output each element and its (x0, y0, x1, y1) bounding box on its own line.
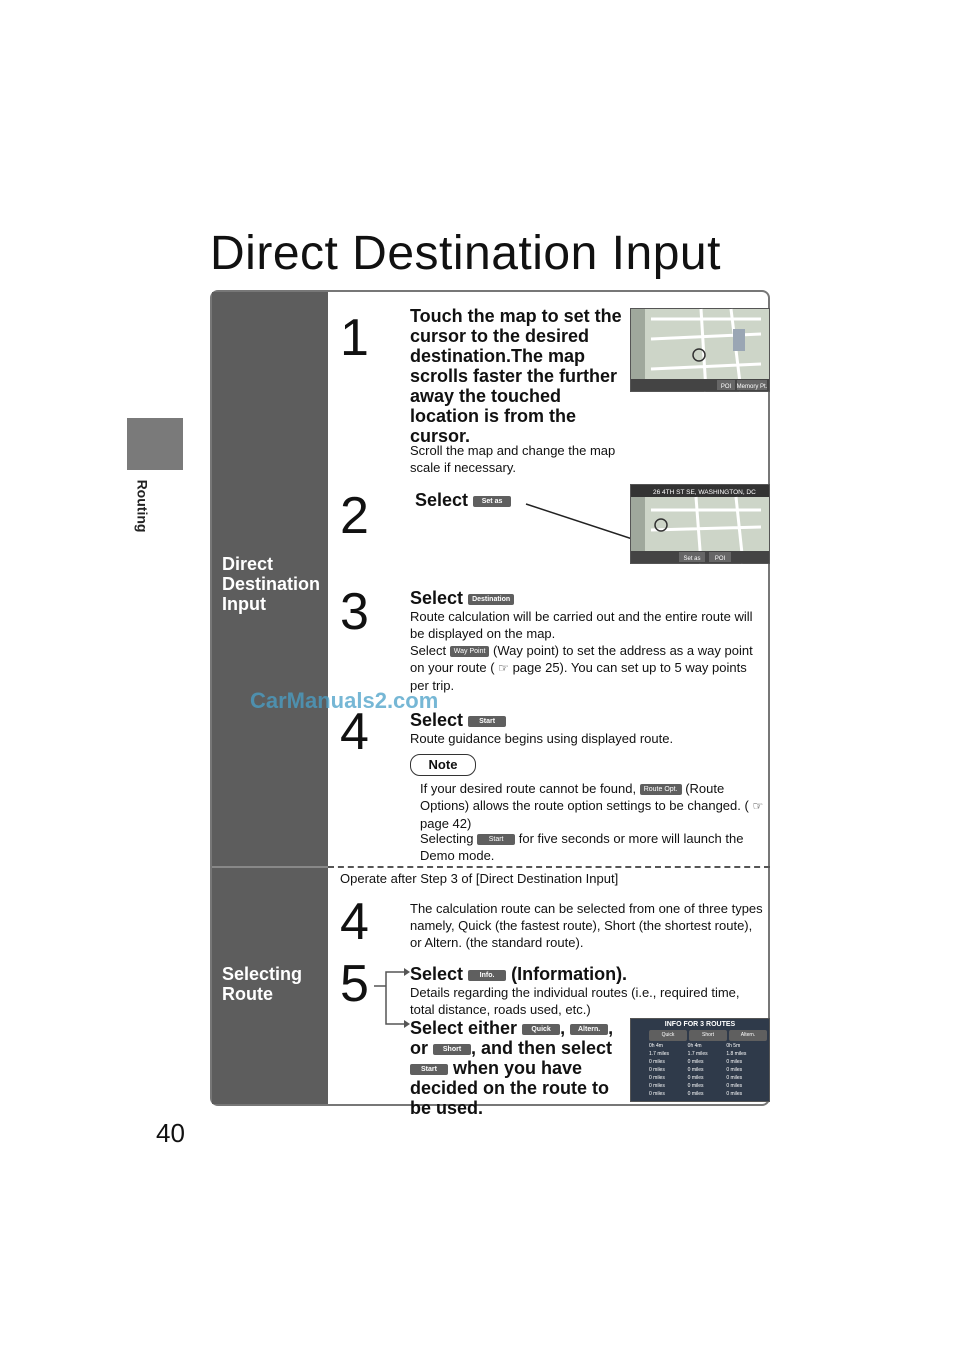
table-cell: 1.8 miles (726, 1051, 747, 1057)
table-cell: 0 miles (687, 1059, 704, 1065)
branch-arrows (374, 966, 410, 1030)
note-badge: Note (410, 754, 476, 776)
text: If your desired route cannot be found, (420, 781, 637, 796)
step-body: Scroll the map and change the map scale if necessary. (410, 443, 616, 475)
table-cell: 1.7 miles (649, 1051, 670, 1057)
page-number: 40 (156, 1118, 185, 1148)
text: Selecting (420, 831, 474, 846)
table-cell: 0 miles (649, 1067, 665, 1073)
set-as-button[interactable]: Set as (473, 496, 511, 507)
select-word: Select (410, 710, 464, 730)
table-row (649, 1050, 765, 1058)
routes-table (649, 1042, 765, 1098)
step-heading: Touch the map to set the cursor to the desired destination.The map scrolls faster the further away the touched location is from the cursor. (410, 306, 622, 446)
step-number: 2 (340, 487, 369, 545)
text: for five seconds or more will launch the Demo mode. (420, 831, 744, 863)
table-row (649, 1066, 765, 1074)
screen-tabs (649, 1030, 765, 1041)
table-row (649, 1090, 765, 1098)
table-cell: 0 miles (726, 1091, 743, 1097)
select-word: Select (410, 964, 464, 984)
table-cell: 0 miles (726, 1075, 743, 1081)
map-screenshot-2 (630, 484, 770, 564)
page-title: Direct Destination Input (210, 227, 721, 280)
start-button[interactable]: Start (410, 1064, 448, 1075)
step-body: The calculation route can be selected from one of three types namely, Quick (the fastest route), Short (the shortest route), or Altern. (the standard route). (410, 901, 763, 950)
step-body: Details regarding the individual routes (i.e., required time, total distance, roads used, etc.) (410, 985, 740, 1017)
text: when you have decided on the route to be used. (410, 1058, 610, 1118)
table-cell: 0 miles (649, 1083, 665, 1089)
text: ( (744, 798, 749, 813)
map-graphic (631, 485, 769, 563)
destination-button[interactable]: Destination (468, 594, 514, 605)
step-body: Route calculation will be carried out and the entire route will be displayed on the map. (410, 609, 753, 641)
text: , and then select (471, 1038, 613, 1058)
start-button[interactable]: Start (477, 834, 515, 845)
text: (Information). (511, 964, 628, 984)
set-as-label: Set as (683, 556, 701, 562)
step-body-2 (410, 642, 766, 694)
table-cell: 0 miles (649, 1091, 665, 1097)
poi-label: POI (720, 384, 732, 390)
section-divider (328, 866, 770, 868)
step-heading (415, 490, 511, 510)
text: Select either (410, 1018, 518, 1038)
map-graphic (631, 309, 769, 391)
map-screenshot (630, 308, 770, 392)
text: page 42) (420, 816, 472, 831)
route-select-instruction: Select either Quick , Altern. , or Short , and then select Start when you have decided on the route to be used. (410, 1018, 614, 1118)
route-opt-button[interactable]: Route Opt. (640, 784, 682, 795)
step-number: 1 (340, 309, 369, 367)
step-body: Route guidance begins using displayed route. (410, 731, 674, 746)
table-row (649, 1058, 765, 1066)
text: (Way point) to set the address as a way point on your route ( (410, 643, 753, 675)
text: (Route Options) allows the route option settings to be changed. (420, 781, 741, 813)
table-row (649, 1074, 765, 1082)
memory-label: Memory Pt. (736, 384, 768, 390)
text: Select (410, 643, 447, 658)
step-number: 3 (340, 583, 369, 641)
table-row (649, 1082, 765, 1090)
routes-info-screen (630, 1018, 770, 1102)
reference-hand-icon: ☞ (752, 799, 764, 813)
table-cell: 0 miles (726, 1059, 743, 1065)
table-cell: 0 miles (687, 1075, 704, 1081)
step-number: 4 (340, 703, 369, 761)
text: page 25). You can set up to 5 way points per trip. (410, 660, 747, 693)
table-cell: 0h 4m (687, 1043, 702, 1049)
table-cell: 0 miles (649, 1059, 665, 1065)
altern-tab[interactable]: Altern. (729, 1030, 767, 1041)
start-button[interactable]: Start (468, 716, 506, 727)
table-cell: 1.7 miles (687, 1051, 708, 1057)
short-button[interactable]: Short (433, 1044, 471, 1055)
quick-button[interactable]: Quick (522, 1024, 560, 1035)
step-number: 5 (340, 955, 369, 1013)
table-cell: 0 miles (687, 1083, 704, 1089)
street-label: 26 4TH ST SE, WASHINGTON, DC (653, 489, 756, 496)
step-heading (410, 588, 514, 608)
step-heading (410, 964, 627, 984)
select-word: Select (410, 588, 464, 608)
quick-tab[interactable]: Quick (649, 1030, 687, 1041)
table-cell: 0 miles (726, 1067, 743, 1073)
text: , or (410, 1018, 614, 1058)
way-point-button[interactable]: Way Point (450, 646, 490, 657)
note-item-2 (420, 830, 764, 864)
table-cell: 0 miles (726, 1083, 743, 1089)
table-cell: 0 miles (687, 1067, 704, 1073)
operate-note: Operate after Step 3 of [Direct Destination Input] (340, 871, 619, 886)
step-number: 4 (340, 893, 369, 951)
select-word: Select (415, 490, 469, 510)
note-item-1 (420, 780, 764, 832)
info-button[interactable]: Info. (468, 970, 506, 981)
table-row (649, 1042, 765, 1050)
short-tab[interactable]: Short (689, 1030, 727, 1041)
section-label-selecting: Selecting Route (222, 964, 303, 1004)
chapter-tab (127, 418, 183, 470)
table-cell: 0 miles (687, 1091, 704, 1097)
reference-hand-icon: ☞ (498, 661, 509, 675)
table-cell: 0 miles (649, 1075, 665, 1081)
screen-title: INFO FOR 3 ROUTES (664, 1021, 736, 1028)
watermark-logo: CarManuals2.com (250, 688, 439, 713)
section-label-direct: Direct Destination Input (222, 554, 321, 614)
poi-label: POI (714, 556, 726, 562)
altern-button[interactable]: Altern. (570, 1024, 608, 1035)
section-divider-left (212, 866, 328, 868)
chapter-label: Routing (134, 479, 151, 533)
table-cell: 0h 4m (649, 1043, 663, 1049)
table-cell: 0h 5m (726, 1043, 741, 1049)
